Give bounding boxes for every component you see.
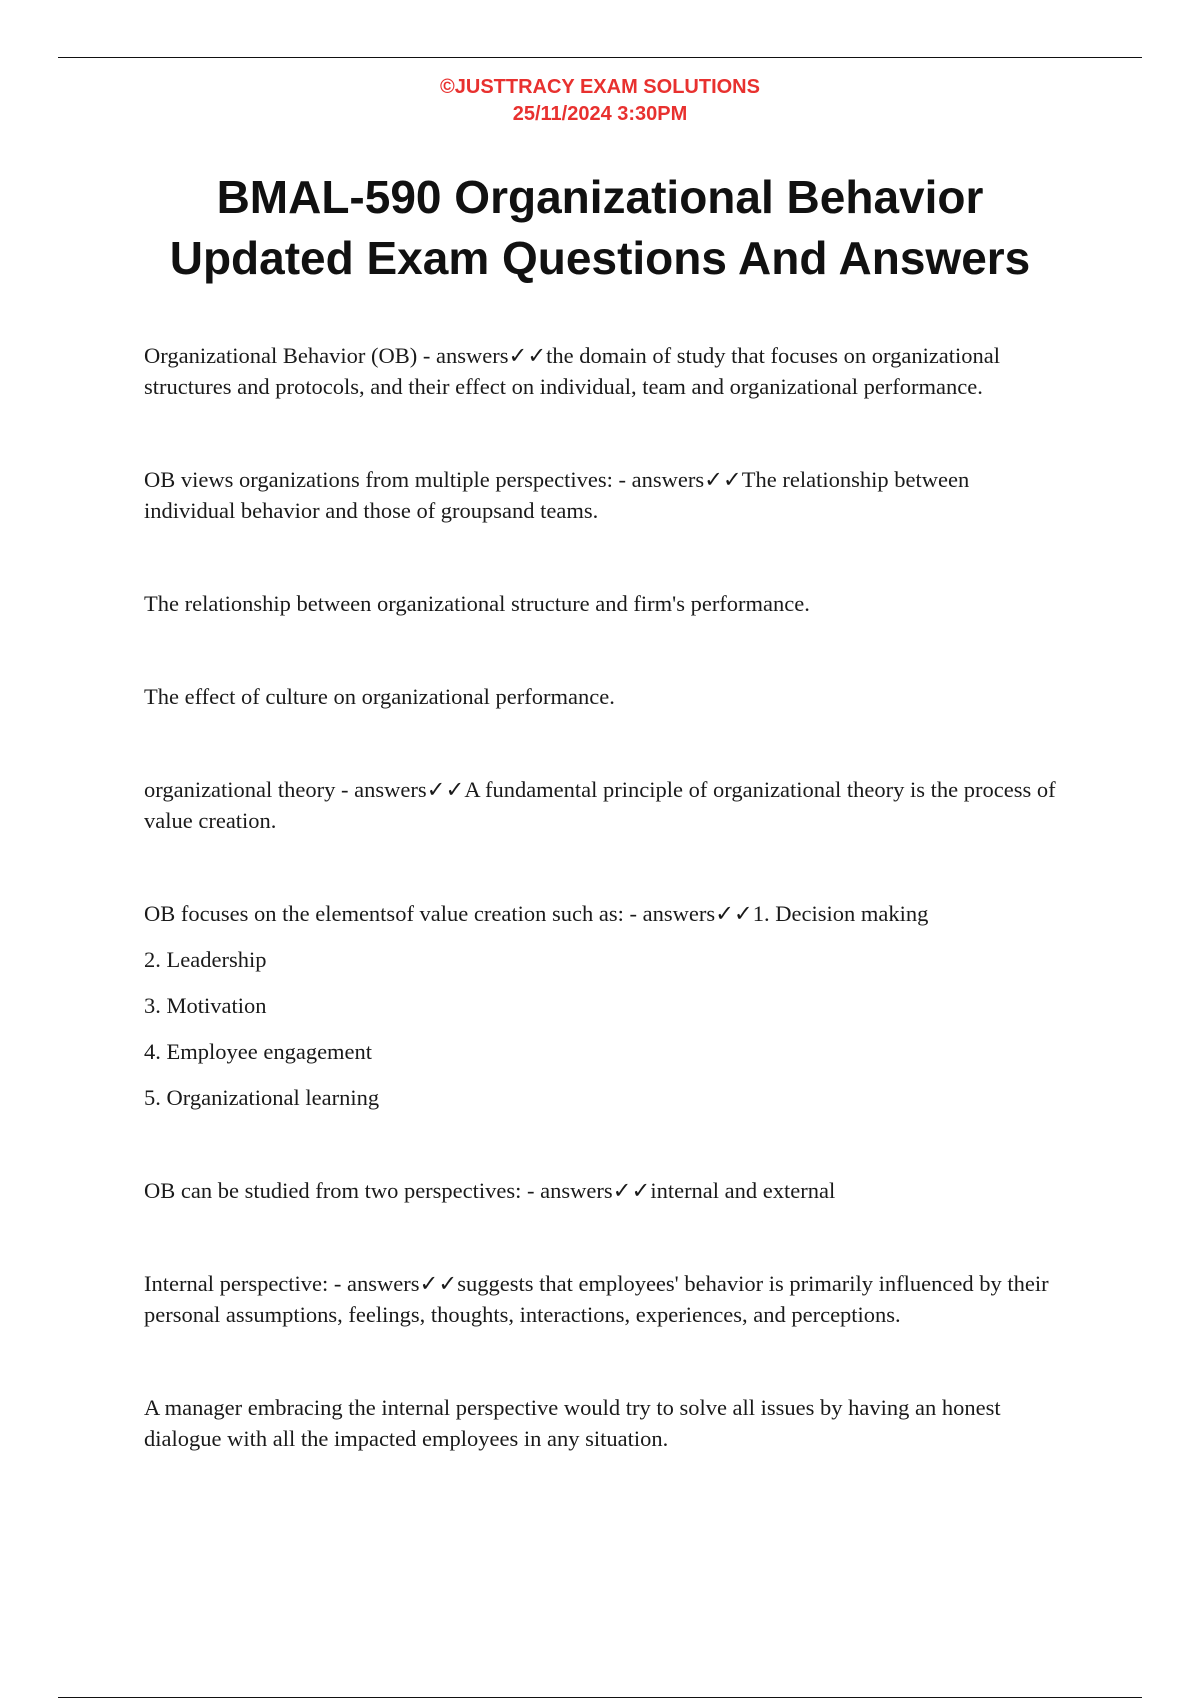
qa-paragraph: OB focuses on the elementsof value creation such as: - answers✓✓1. Decision making [144,901,929,926]
document-title [0,167,1200,289]
qa-paragraph: Organizational Behavior (OB) - answers✓✓the domain of study that focuses on organizational structures and protocols, and their effect on individual, team and organizational performance. [144,343,1001,399]
watermark-timestamp: 25/11/2024 3:30PM [512,103,688,125]
watermark-brand: ©JUSTTRACY EXAM SOLUTIONS [440,76,760,98]
list-item: 4. Employee engagement [144,1039,373,1064]
qa-paragraph: OB can be studied from two perspectives: - answers✓✓internal and external [144,1178,836,1203]
top-rule [58,57,1142,58]
list-item: 2. Leadership [144,947,267,972]
qa-paragraph: Internal perspective: - answers✓✓suggests that employees' behavior is primarily influenced by their personal assumptions, feelings, thoughts, interactions, experiences, and perceptions. [144,1271,1049,1327]
document-body [144,340,1064,1454]
qa-paragraph: organizational theory - answers✓✓A fundamental principle of organizational theory is the process of value creation. [144,777,1056,833]
qa-paragraph: The relationship between organizational structure and firm's performance. [144,591,810,616]
qa-paragraph: The effect of culture on organizational performance. [144,684,615,709]
qa-paragraph: A manager embracing the internal perspective would try to solve all issues by having an honest dialogue with all the impacted employees in any situation. [144,1395,1001,1451]
title-line-1: BMAL-590 Organizational Behavior [216,171,984,223]
watermark [0,74,1200,128]
title-line-2: Updated Exam Questions And Answers [169,232,1031,284]
bottom-rule [58,1697,1142,1698]
qa-paragraph: OB views organizations from multiple perspectives: - answers✓✓The relationship between individual behavior and those of groupsand teams. [144,467,970,523]
list-item: 3. Motivation [144,993,267,1018]
list-item: 5. Organizational learning [144,1085,380,1110]
